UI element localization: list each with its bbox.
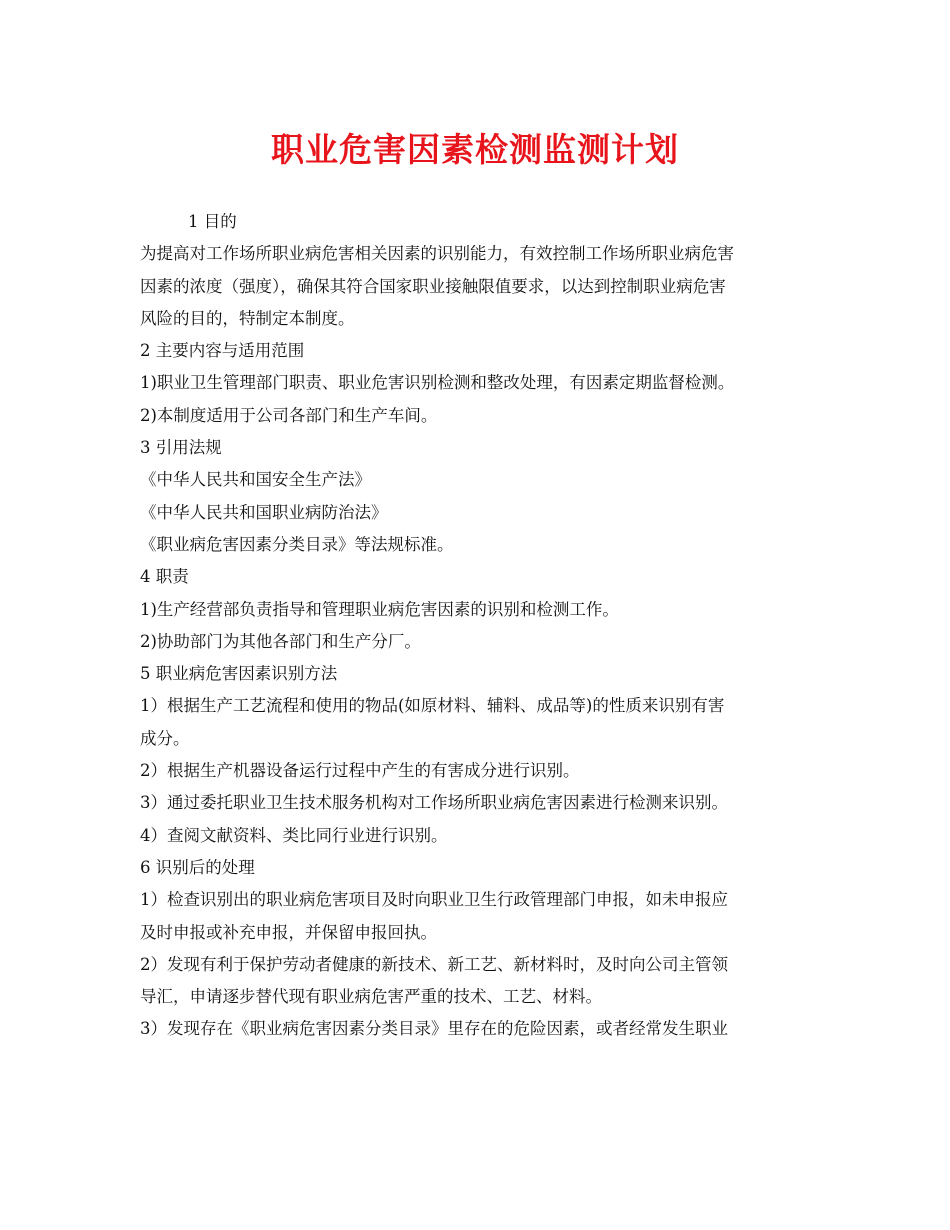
section-heading: 6 识别后的处理 — [140, 857, 255, 877]
paragraph-line: 1）检查识别出的职业病危害项目及时向职业卫生行政管理部门申报，如未申报应 — [140, 890, 728, 910]
paragraph-line: 2）根据生产机器设备运行过程中产生的有害成分进行识别。 — [140, 761, 580, 781]
section-heading: 5 职业病危害因素识别方法 — [140, 664, 338, 684]
paragraph-line: 导汇，申请逐步替代现有职业病危害严重的技术、工艺、材料。 — [140, 987, 602, 1007]
section-heading: 4 职责 — [140, 567, 189, 587]
paragraph-line: 2）发现有利于保护劳动者健康的新技术、新工艺、新材料时，及时向公司主管领 — [140, 954, 728, 974]
paragraph-line: 2)本制度适用于公司各部门和生产车间。 — [140, 405, 438, 425]
paragraph-line: 2)协助部门为其他各部门和生产分厂。 — [140, 631, 421, 651]
paragraph-line: 3）发现存在《职业病危害因素分类目录》里存在的危险因素，或者经常发生职业 — [140, 1019, 728, 1039]
paragraph-line: 1)职业卫生管理部门职责、职业危害识别检测和整改处理，有因素定期监督检测。 — [140, 373, 735, 393]
paragraph-line: 因素的浓度（强度），确保其符合国家职业接触限值要求，以达到控制职业病危害 — [140, 276, 726, 296]
document-title: 职业危害因素检测监测计划 — [271, 130, 679, 169]
paragraph-line: 成分。 — [140, 728, 190, 748]
law-reference: 《职业病危害因素分类目录》等法规标准。 — [140, 534, 454, 554]
paragraph-line: 3）通过委托职业卫生技术服务机构对工作场所职业病危害因素进行检测来识别。 — [140, 793, 728, 813]
paragraph-line: 1)生产经营部负责指导和管理职业病危害因素的识别和检测工作。 — [140, 599, 619, 619]
paragraph-line: 为提高对工作场所职业病危害相关因素的识别能力，有效控制工作场所职业病危害 — [140, 244, 734, 264]
paragraph-line: 4）查阅文献资料、类比同行业进行识别。 — [140, 825, 448, 845]
law-reference: 《中华人民共和国职业病防治法》 — [140, 502, 388, 522]
section-heading: 3 引用法规 — [140, 438, 222, 458]
document-body — [140, 206, 812, 1046]
paragraph-line: 风险的目的，特制定本制度。 — [140, 308, 355, 328]
law-reference: 《中华人民共和国安全生产法》 — [140, 470, 371, 490]
section-heading: 1 目的 — [188, 212, 237, 231]
section-heading: 2 主要内容与适用范围 — [140, 341, 305, 361]
paragraph-line: 1）根据生产工艺流程和使用的物品(如原材料、辅料、成品等)的性质来识别有害 — [140, 696, 725, 716]
paragraph-line: 及时申报或补充申报，并保留申报回执。 — [140, 922, 437, 942]
